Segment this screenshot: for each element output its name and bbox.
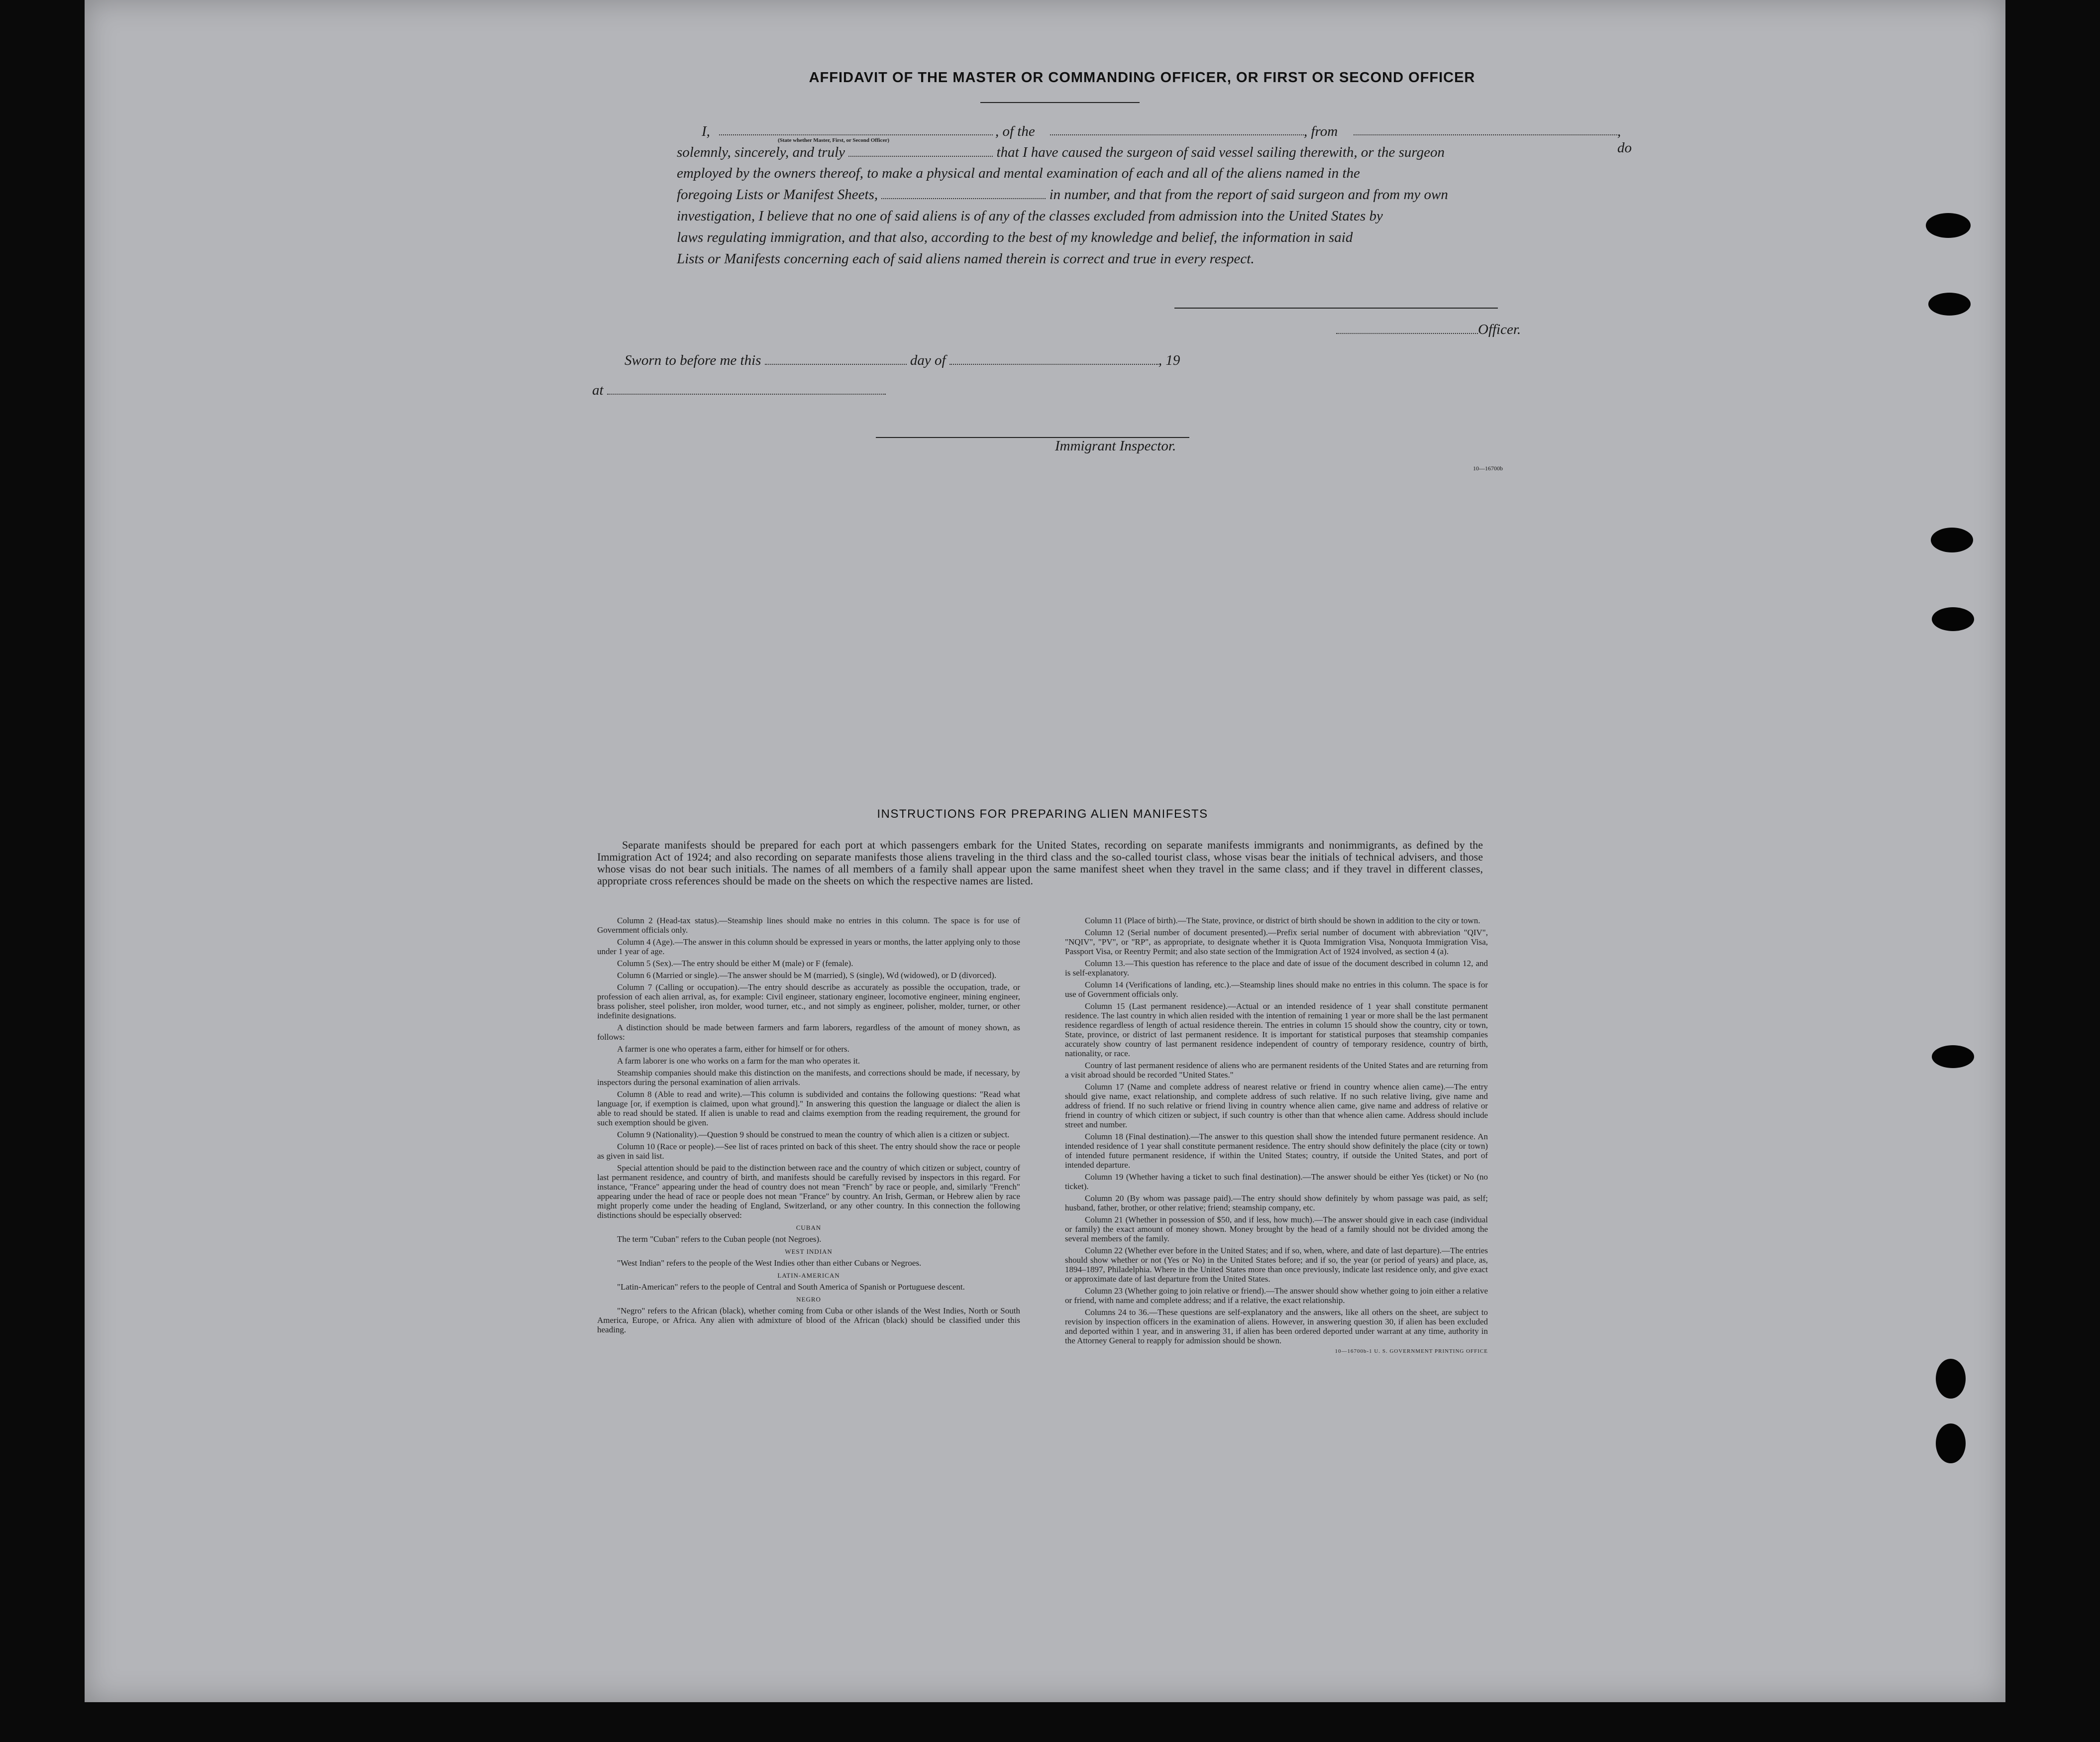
column-19-note: Column 19 (Whether having a ticket to such final destination).—The answer should be either Yes (ticket) or No (no ticket). bbox=[1065, 1172, 1488, 1191]
column-15-note: Column 15 (Last permanent residence).—Actual or an intended residence of 1 year shall constitute permanent residence. The last country in which alien resided with the intention of remaining 1 year or more shall be the last permanent residence regardless of length of actual residence therein. The entries in column 15 should show the country, city or town, State, province, or district of last permanent residence. It is important for statistical purposes that steamship companies accurately show country of last permanent residence independent of country of temporary residence, country of birth, nationality, or race. bbox=[1065, 1001, 1488, 1058]
negro-definition: "Negro" refers to the African (black), whether coming from Cuba or other islands of the West Indies, North or South America, Europe, or Africa. Any alien with admixture of blood of the African (black) should be classified under this heading. bbox=[597, 1306, 1020, 1334]
steamship-distinction-note: Steamship companies should make this distinction on the manifests, and corrections should be made, if necessary, by inspectors during the personal examination of alien arrivals. bbox=[597, 1068, 1020, 1087]
at-label: at bbox=[592, 382, 604, 398]
country-residence-note: Country of last permanent residence of aliens who are permanent residents of the United States and are returning from a visit abroad should be recorded "United States." bbox=[1065, 1061, 1488, 1080]
officer-rank-field[interactable] bbox=[719, 134, 993, 135]
at-row bbox=[592, 382, 941, 399]
column-8-note: Column 8 (Able to read and write).—This column is subdivided and contains the following questions: "Read what language [or, if exemption is claimed, upon what ground]." In answering this question the language or dialect the alien is able to read should be stated. If alien is unable to read and claims exemption from the reading requirement, the ground for such exemption should be given. bbox=[597, 1089, 1020, 1127]
column-4-note: Column 4 (Age).—The answer in this column should be expressed in years or months, the latter applying only to those under 1 year of age. bbox=[597, 937, 1020, 956]
column-14-note: Column 14 (Verifications of landing, etc.).—Steamship lines should make no entries in this column. The space is for use of Government officials only. bbox=[1065, 980, 1488, 999]
column-7-note: Column 7 (Calling or occupation).—The entry should describe as accurately as possible the occupation, trade, or profession of each alien arrival, as, for example: Civil engineer, stationary engineer, locomotive engineer, mining engineer, brass polisher, steel polisher, iron molder, wood turner, etc., and not simply as engineer, polisher, molder, turner, or other indefinite designations. bbox=[597, 982, 1020, 1020]
form-number: 10—16700b bbox=[1473, 465, 1503, 472]
sworn-row bbox=[625, 352, 1371, 369]
year-label: , 19 bbox=[1158, 352, 1180, 368]
printing-office-footer: 10—16700b-1 U. S. GOVERNMENT PRINTING OFFICE bbox=[1335, 1348, 1488, 1354]
column-23-note: Column 23 (Whether going to join relative or friend).—The answer should show whether going to join either a relative or friend, with name and complete address; and if a relative, the exact relationship. bbox=[1065, 1286, 1488, 1305]
column-13-note: Column 13.—This question has reference to the place and date of issue of the document described in column 12, and is self-explanatory. bbox=[1065, 959, 1488, 978]
vessel-field[interactable] bbox=[1050, 134, 1304, 135]
sworn-label: Sworn to before me this bbox=[625, 352, 761, 368]
line4-text-b: in number, and that from the report of said surgeon and from my own bbox=[1049, 187, 1448, 203]
column-22-note: Column 22 (Whether ever before in the United States; and if so, when, where, and date of last departure).—The entries should show whether or not (Yes or No) in the United States before; and if so, the year (or period of years) and place, as, 1894–1897, Philadelphia. Where in the United States more than once previously, indicate last residence only, and give exact or approximate date of last departure from the United States. bbox=[1065, 1246, 1488, 1284]
affidavit-line6: laws regulating immigration, and that also, according to the best of my knowledge and belief, the information in said bbox=[677, 229, 1353, 245]
column-17-note: Column 17 (Name and complete address of nearest relative or friend in country whence alien came).—The entry should give name, exact relationship, and complete address of such relative. If no such relative living, give name and address of friend. If no such relative or friend living in country whence alien came, give name and address of relative or friend in country of which citizen or subject, if such country is other than that whence alien came. Address should include street and number. bbox=[1065, 1082, 1488, 1129]
signature-line bbox=[1174, 308, 1498, 309]
punch-hole bbox=[1931, 528, 1973, 552]
column-10-note: Column 10 (Race or people).—See list of races printed on back of this sheet. The entry should show the race or people as given in said list. bbox=[597, 1142, 1020, 1161]
right-column bbox=[1065, 916, 1488, 1356]
officer-signature-row bbox=[1336, 322, 1635, 338]
negro-heading: NEGRO bbox=[796, 1296, 821, 1303]
column-11-note: Column 11 (Place of birth).—The State, province, or district of birth should be shown in addition to the city or town. bbox=[1085, 916, 1480, 925]
rank-note: (State whether Master, First, or Second Officer) bbox=[777, 137, 889, 143]
affidavit-line3: employed by the owners thereof, to make a physical and mental examination of each and all of the aliens named in the bbox=[677, 165, 1360, 181]
line4-text-a: foregoing Lists or Manifest Sheets, bbox=[677, 187, 878, 203]
month-field[interactable] bbox=[949, 364, 1158, 365]
place-field[interactable] bbox=[607, 394, 886, 395]
affidavit-line5: investigation, I believe that no one of said aliens is of any of the classes excluded from admission into the United States by bbox=[677, 208, 1383, 224]
affidavit-line7: Lists or Manifests concerning each of said aliens named therein is correct and true in every respect. bbox=[677, 251, 1255, 267]
count-field[interactable] bbox=[881, 198, 1046, 199]
race-country-note: Special attention should be paid to the distinction between race and the country of which citizen or subject, country of last permanent residence, and country of birth, and manifests should be carefully revised by inspectors in this regard. For instance, "France" appearing under the head of country does not mean "French" by race or people, and, similarly "French" appearing under the head of race or people does not mean "France" by country. An Irish, German, or Hebrew alien by race might properly come under the heading of England, Switzerland, or any other country. In this connection the following distinctions should be especially observed: bbox=[597, 1163, 1020, 1220]
latin-american-definition: "Latin-American" refers to the people of Central and South America of Spanish or Portuguese descent. bbox=[617, 1282, 965, 1292]
affidavit-line4 bbox=[677, 187, 1622, 203]
affidavit-line2 bbox=[677, 144, 1622, 161]
left-column bbox=[597, 916, 1020, 1337]
punch-hole bbox=[1932, 1045, 1974, 1068]
cuban-definition: The term "Cuban" refers to the Cuban people (not Negroes). bbox=[617, 1234, 822, 1244]
west-indian-heading: WEST INDIAN bbox=[785, 1248, 833, 1255]
punch-hole bbox=[1936, 1423, 1966, 1463]
column-20-note: Column 20 (By whom was passage paid).—The entry should show definitely by whom passage was paid, as self; husband, father, brother, or other relative; friend; steamship company, etc. bbox=[1065, 1194, 1488, 1212]
column-6-note: Column 6 (Married or single).—The answer should be M (married), S (single), Wd (widowed), or D (divorced). bbox=[617, 971, 997, 980]
day-of-label: day of bbox=[910, 352, 946, 368]
officer-field[interactable] bbox=[1336, 333, 1478, 334]
punch-hole bbox=[1932, 607, 1974, 631]
document-page bbox=[85, 0, 2005, 1702]
punch-hole bbox=[1936, 1359, 1966, 1399]
inspector-label: Immigrant Inspector. bbox=[1055, 438, 1176, 454]
column-21-note: Column 21 (Whether in possession of $50, and if less, how much).—The answer should give in each case (individual or family) the exact amount of money shown. Money brought by the head of a family should not be divided among the several members of the family. bbox=[1065, 1215, 1488, 1243]
label-of-the: , of the bbox=[995, 123, 1035, 139]
label-from: , from bbox=[1304, 123, 1338, 139]
officer-label: Officer. bbox=[1478, 322, 1521, 337]
farm-laborer-definition: A farm laborer is one who works on a farm for the man who operates it. bbox=[617, 1056, 860, 1066]
column-18-note: Column 18 (Final destination).—The answer to this question shall show the intended future permanent residence. An intended residence of 1 year shall constitute permanent residence. The entry should show definitely the place (city or town) of intended future permanent residence, if within the United States; country, if outside the United States, and port of intended departure. bbox=[1065, 1132, 1488, 1170]
column-12-note: Column 12 (Serial number of document presented).—Prefix serial number of document with abbreviation "QIV", "NQIV", "PV", or "RP", as appropriate, to designate whether it is Quota Immigration Visa, Nonquota Immigration Visa, Passport Visa, or Reentry Permit; and also state section of the Immigration Act of 1924 involved, as section 4 (a). bbox=[1065, 928, 1488, 956]
column-5-note: Column 5 (Sex).—The entry should be either M (male) or F (female). bbox=[617, 959, 853, 968]
day-field[interactable] bbox=[765, 364, 907, 365]
line2-text-a: solemnly, sincerely, and truly bbox=[677, 144, 845, 160]
farmer-definition: A farmer is one who operates a farm, either for himself or for others. bbox=[617, 1044, 849, 1054]
affidavit-title: AFFIDAVIT OF THE MASTER OR COMMANDING OFFICER, OR FIRST OR SECOND OFFICER bbox=[809, 70, 1475, 86]
punch-hole bbox=[1928, 293, 1971, 316]
column-9-note: Column 9 (Nationality).—Question 9 should be construed to mean the country of which alien is a citizen or subject. bbox=[617, 1130, 1010, 1139]
intro-paragraph: Separate manifests should be prepared for each port at which passengers embark for the United States, recording on separate manifests immigrants and nonimmigrants, as defined by the Immigration Act of 1924; and also recording on separate manifests those aliens traveling in the third class and the so-called tourist class, whose visas bear the initials of technical advisers, and those whose visas do not bear such initials. The names of all members of a family shall appear upon the same manifest sheet when they travel in the same class; and if they travel in different classes, appropriate cross references should be made on the sheets on which the respective names are listed. bbox=[597, 839, 1483, 887]
west-indian-definition: "West Indian" refers to the people of the West Indies other than either Cubans or Negroes. bbox=[617, 1258, 922, 1268]
blank-field[interactable] bbox=[848, 156, 993, 157]
instructions-intro bbox=[597, 839, 1483, 887]
line2-text-b: that I have caused the surgeon of said vessel sailing therewith, or the surgeon bbox=[996, 144, 1445, 160]
port-field[interactable] bbox=[1354, 134, 1617, 135]
instructions-title: INSTRUCTIONS FOR PREPARING ALIEN MANIFESTS bbox=[877, 807, 1208, 821]
latin-american-heading: LATIN-AMERICAN bbox=[777, 1272, 840, 1279]
column-2-note: Column 2 (Head-tax status).—Steamship lines should make no entries in this column. The space is for use of Government officials only. bbox=[597, 916, 1020, 935]
columns-24-36-note: Columns 24 to 36.—These questions are self-explanatory and the answers, like all others on the sheet, are subject to revision by inspection officers in the examination of aliens. However, in answering question 30, if alien has been excluded and deported within 1 year, and in answering 31, if alien has been ordered deported under warrant at any time, authority in the Attorney General to reapply for admission should be shown. bbox=[1065, 1307, 1488, 1345]
punch-hole bbox=[1926, 213, 1971, 238]
farmer-distinction-note: A distinction should be made between farmers and farm laborers, regardless of the amount of money shown, as follows: bbox=[597, 1023, 1020, 1042]
title-underline bbox=[980, 102, 1140, 103]
label-i: I, bbox=[702, 123, 710, 139]
cuban-heading: CUBAN bbox=[796, 1224, 822, 1231]
label-do: , do bbox=[1617, 123, 1632, 156]
